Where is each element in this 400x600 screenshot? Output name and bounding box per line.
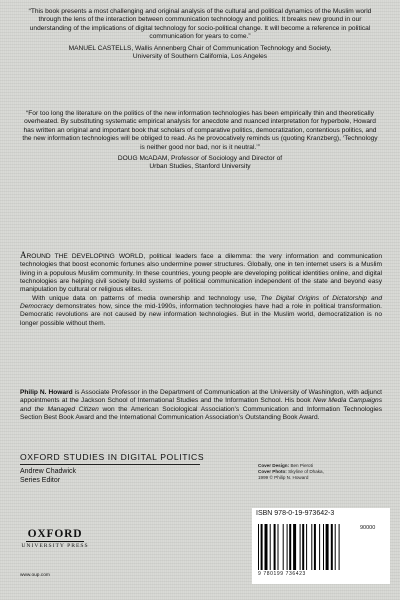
book-description	[20, 251, 382, 328]
drop-cap: A	[20, 250, 27, 260]
series-editor: Andrew Chadwick Series Editor	[20, 468, 77, 484]
barcode-panel	[252, 508, 390, 584]
book-title: The Digital Origins of Dictatorship and Democracy	[20, 294, 382, 311]
publisher-logo	[20, 528, 90, 549]
attribution-line: Urban Studies, Stanford University	[149, 163, 251, 171]
description-paragraph: With unique data on patterns of media ownership and technology use, The Digital Origins of Dictatorship and Democracy demonstrates how, since the mid-1990s, information technologies have had a role in political transformation. Democratic revolutions are not caused by new information technologies. But in the Muslim world, democratization is no longer possible without them.	[20, 294, 382, 327]
barcode-icon	[258, 524, 358, 570]
attribution-line: MANUEL CASTELLS, Wallis Annenberg Chair of Communication Technology and Society,	[68, 44, 332, 52]
endorsement-quote-castells	[20, 8, 380, 61]
ean-number: 9 780199 736423	[258, 571, 306, 577]
series-block	[20, 452, 205, 485]
quote-text: “For too long the literature on the politics of the new information technologies has been empirically thin and theoretically overheated. By substituting systematic empirical analysis for anecdote and nuanced interpretation for hyperbole, Howard has written an original and important book that scholars of comparative politics, democratization, contentious politics, and the new information technologies will be obliged to read. As he provocatively reminds us (quoting Kranzberg), ‘Technology is neither good nor bad, nor is it neutral.’”	[22, 110, 378, 151]
publisher-url: www.oup.com	[20, 573, 50, 578]
attribution-line: University of Southern California, Los Angeles	[132, 53, 268, 61]
author-name: Philip N. Howard	[20, 389, 73, 396]
endorsement-quote-mcadam	[20, 110, 380, 172]
author-bio: Philip N. Howard is Associate Professor in the Department of Communication at the University of Washington, with adjunct appointments at the Jackson School of International Studies and the Information School. His book New Media Campaigns and the Managed Citizen won the American Sociological Association’s Communication and Information Technologies Section Best Book Award and the International Communication Association’s Outstanding Book Award.	[20, 389, 382, 422]
isbn-text: ISBN 978-0-19-973642-3	[256, 510, 335, 517]
description-paragraph: AROUND THE DEVELOPING WORLD, political leaders face a dilemma: the very information and communication technologies that boost economic fortunes also undermine power structures. Globally, one in ten internet users is a Muslim living in a populous Muslim community. In these countries, young people are developing political identities online, and digital technologies are helping civil society build systems of political communication independent of the state and beyond easy manipulation by cultural or religious elites.	[20, 250, 382, 294]
price-code: 90000	[360, 525, 376, 531]
series-title: OXFORD STUDIES IN DIGITAL POLITICS	[20, 452, 200, 465]
quote-attribution	[20, 155, 380, 172]
cover-credits: Cover Design: Ben Pieroti Cover Photo: Skyline of Dhaka, 1999 © Philip N. Howard	[258, 463, 324, 480]
quote-attribution	[20, 45, 380, 62]
publisher-subtitle: UNIVERSITY PRESS	[21, 543, 89, 549]
author-book-title: New Media Campaigns and the Managed Citizen	[20, 397, 382, 413]
logo-rule	[26, 541, 84, 542]
publisher-name: OXFORD	[27, 528, 83, 540]
attribution-line: DOUG McADAM, Professor of Sociology and Director of	[117, 155, 283, 163]
quote-text: “This book presents a most challenging and original analysis of the cultural and political dynamics of the Muslim world through the lens of the interaction between communication technology and politics. It breaks new ground in our understanding of the implications of digital technology for socio-political change. It will become a reference in political communication for years to come.”	[28, 8, 372, 41]
